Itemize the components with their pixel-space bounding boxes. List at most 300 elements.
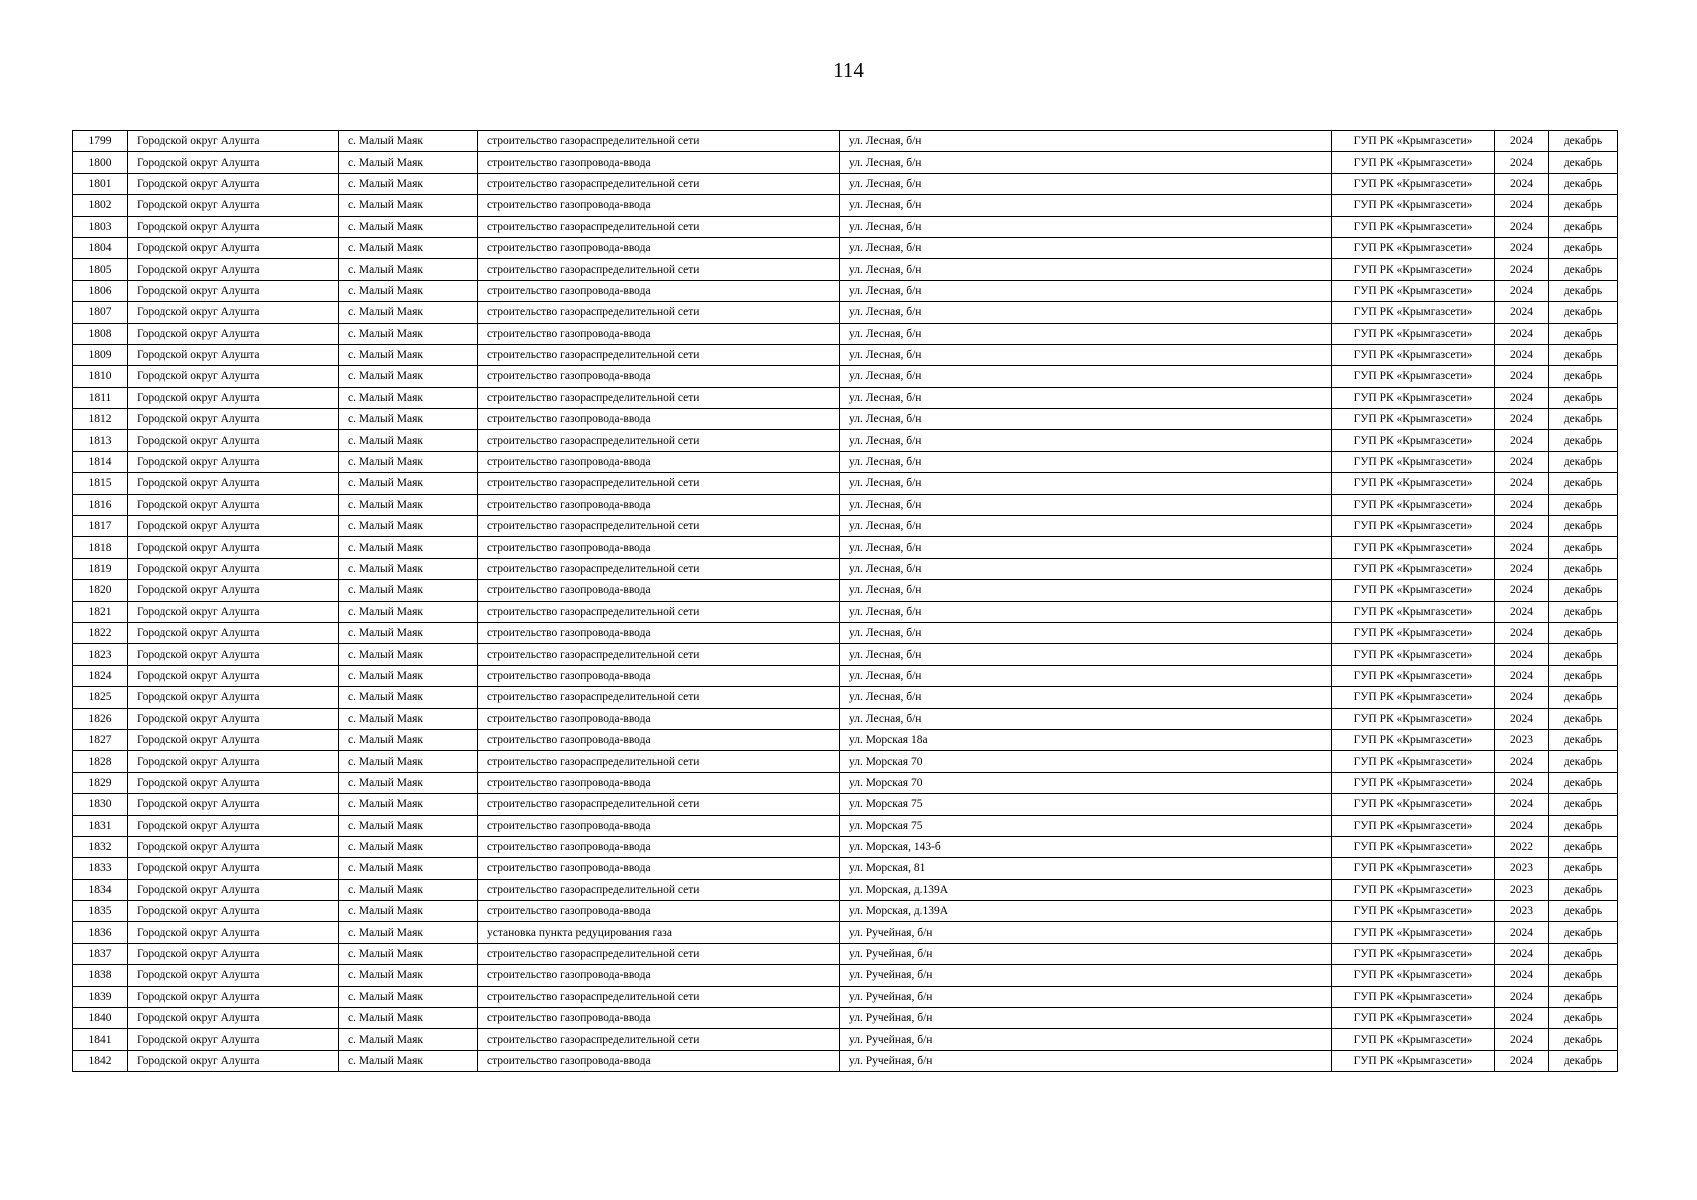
cell-month: декабрь: [1549, 986, 1618, 1007]
table-row: [73, 644, 1618, 665]
cell-address: ул. Лесная, б/н: [840, 580, 1332, 601]
cell-work-type: строительство газораспределительной сети: [478, 879, 840, 900]
table-row: [73, 858, 1618, 879]
cell-month: декабрь: [1549, 302, 1618, 323]
table-body: [73, 131, 1618, 1072]
cell-year: 2024: [1495, 366, 1549, 387]
cell-organization: ГУП РК «Крымгазсети»: [1332, 665, 1495, 686]
cell-work-type: строительство газопровода-ввода: [478, 858, 840, 879]
cell-month: декабрь: [1549, 772, 1618, 793]
cell-settlement: с. Малый Маяк: [339, 473, 478, 494]
cell-address: ул. Лесная, б/н: [840, 537, 1332, 558]
cell-settlement: с. Малый Маяк: [339, 302, 478, 323]
cell-row-number: 1841: [73, 1029, 128, 1050]
table-row: [73, 302, 1618, 323]
cell-month: декабрь: [1549, 622, 1618, 643]
cell-year: 2024: [1495, 1008, 1549, 1029]
cell-settlement: с. Малый Маяк: [339, 665, 478, 686]
cell-settlement: с. Малый Маяк: [339, 815, 478, 836]
cell-row-number: 1831: [73, 815, 128, 836]
cell-year: 2024: [1495, 216, 1549, 237]
cell-year: 2024: [1495, 516, 1549, 537]
cell-municipality: Городской округ Алушта: [128, 580, 339, 601]
cell-month: декабрь: [1549, 1050, 1618, 1071]
cell-row-number: 1801: [73, 173, 128, 194]
cell-month: декабрь: [1549, 794, 1618, 815]
page-number: 114: [833, 58, 864, 82]
cell-address: ул. Ручейная, б/н: [840, 1050, 1332, 1071]
table-row: [73, 131, 1618, 152]
cell-organization: ГУП РК «Крымгазсети»: [1332, 580, 1495, 601]
cell-work-type: строительство газораспределительной сети: [478, 344, 840, 365]
cell-municipality: Городской округ Алушта: [128, 751, 339, 772]
cell-row-number: 1806: [73, 280, 128, 301]
cell-address: ул. Лесная, б/н: [840, 665, 1332, 686]
cell-municipality: Городской округ Алушта: [128, 516, 339, 537]
cell-row-number: 1821: [73, 601, 128, 622]
cell-row-number: 1819: [73, 558, 128, 579]
cell-month: декабрь: [1549, 922, 1618, 943]
cell-organization: ГУП РК «Крымгазсети»: [1332, 152, 1495, 173]
cell-year: 2024: [1495, 772, 1549, 793]
cell-organization: ГУП РК «Крымгазсети»: [1332, 451, 1495, 472]
cell-address: ул. Лесная, б/н: [840, 687, 1332, 708]
cell-address: ул. Морская 70: [840, 751, 1332, 772]
cell-organization: ГУП РК «Крымгазсети»: [1332, 772, 1495, 793]
cell-year: 2024: [1495, 687, 1549, 708]
cell-month: декабрь: [1549, 708, 1618, 729]
cell-organization: ГУП РК «Крымгазсети»: [1332, 494, 1495, 515]
cell-address: ул. Ручейная, б/н: [840, 1008, 1332, 1029]
cell-municipality: Городской округ Алушта: [128, 558, 339, 579]
cell-address: ул. Лесная, б/н: [840, 601, 1332, 622]
cell-address: ул. Ручейная, б/н: [840, 1029, 1332, 1050]
cell-work-type: строительство газораспределительной сети: [478, 430, 840, 451]
cell-organization: ГУП РК «Крымгазсети»: [1332, 131, 1495, 152]
cell-municipality: Городской округ Алушта: [128, 173, 339, 194]
cell-municipality: Городской округ Алушта: [128, 152, 339, 173]
cell-municipality: Городской округ Алушта: [128, 237, 339, 258]
cell-settlement: с. Малый Маяк: [339, 794, 478, 815]
table-row: [73, 173, 1618, 194]
cell-organization: ГУП РК «Крымгазсети»: [1332, 173, 1495, 194]
cell-year: 2024: [1495, 751, 1549, 772]
table-row: [73, 580, 1618, 601]
cell-year: 2024: [1495, 1050, 1549, 1071]
cell-month: декабрь: [1549, 901, 1618, 922]
cell-organization: ГУП РК «Крымгазсети»: [1332, 836, 1495, 857]
cell-month: декабрь: [1549, 965, 1618, 986]
cell-settlement: с. Малый Маяк: [339, 387, 478, 408]
cell-work-type: строительство газораспределительной сети: [478, 387, 840, 408]
cell-work-type: строительство газопровода-ввода: [478, 1050, 840, 1071]
cell-year: 2024: [1495, 195, 1549, 216]
cell-settlement: с. Малый Маяк: [339, 1008, 478, 1029]
cell-municipality: Городской округ Алушта: [128, 451, 339, 472]
cell-row-number: 1822: [73, 622, 128, 643]
cell-row-number: 1818: [73, 537, 128, 558]
cell-address: ул. Лесная, б/н: [840, 451, 1332, 472]
table-row: [73, 516, 1618, 537]
cell-work-type: строительство газопровода-ввода: [478, 237, 840, 258]
table-row: [73, 537, 1618, 558]
cell-settlement: с. Малый Маяк: [339, 344, 478, 365]
cell-month: декабрь: [1549, 494, 1618, 515]
cell-address: ул. Лесная, б/н: [840, 302, 1332, 323]
cell-address: ул. Лесная, б/н: [840, 409, 1332, 430]
table-row: [73, 237, 1618, 258]
gas-works-table: [72, 130, 1618, 1072]
cell-year: 2024: [1495, 794, 1549, 815]
cell-row-number: 1815: [73, 473, 128, 494]
cell-year: 2024: [1495, 430, 1549, 451]
cell-month: декабрь: [1549, 195, 1618, 216]
cell-year: 2024: [1495, 622, 1549, 643]
table-row: [73, 922, 1618, 943]
cell-work-type: строительство газораспределительной сети: [478, 601, 840, 622]
cell-address: ул. Лесная, б/н: [840, 259, 1332, 280]
table-row: [73, 986, 1618, 1007]
cell-row-number: 1828: [73, 751, 128, 772]
cell-address: ул. Морская 75: [840, 815, 1332, 836]
cell-year: 2024: [1495, 1029, 1549, 1050]
cell-settlement: с. Малый Маяк: [339, 558, 478, 579]
cell-organization: ГУП РК «Крымгазсети»: [1332, 729, 1495, 750]
table-row: [73, 1008, 1618, 1029]
cell-month: декабрь: [1549, 665, 1618, 686]
cell-row-number: 1823: [73, 644, 128, 665]
cell-municipality: Городской округ Алушта: [128, 665, 339, 686]
table-row: [73, 494, 1618, 515]
cell-month: декабрь: [1549, 280, 1618, 301]
table-row: [73, 152, 1618, 173]
cell-settlement: с. Малый Маяк: [339, 537, 478, 558]
cell-row-number: 1808: [73, 323, 128, 344]
cell-year: 2024: [1495, 152, 1549, 173]
table-row: [73, 430, 1618, 451]
cell-work-type: строительство газопровода-ввода: [478, 152, 840, 173]
cell-settlement: с. Малый Маяк: [339, 836, 478, 857]
table-row: [73, 708, 1618, 729]
cell-organization: ГУП РК «Крымгазсети»: [1332, 986, 1495, 1007]
cell-work-type: строительство газопровода-ввода: [478, 622, 840, 643]
cell-municipality: Городской округ Алушта: [128, 708, 339, 729]
table-row: [73, 558, 1618, 579]
cell-municipality: Городской округ Алушта: [128, 387, 339, 408]
cell-year: 2024: [1495, 665, 1549, 686]
table-row: [73, 687, 1618, 708]
cell-month: декабрь: [1549, 430, 1618, 451]
cell-municipality: Городской округ Алушта: [128, 1029, 339, 1050]
cell-settlement: с. Малый Маяк: [339, 430, 478, 451]
cell-work-type: строительство газопровода-ввода: [478, 323, 840, 344]
cell-address: ул. Морская 70: [840, 772, 1332, 793]
cell-year: 2024: [1495, 601, 1549, 622]
cell-work-type: строительство газопровода-ввода: [478, 580, 840, 601]
cell-settlement: с. Малый Маяк: [339, 195, 478, 216]
cell-row-number: 1835: [73, 901, 128, 922]
cell-year: 2024: [1495, 259, 1549, 280]
cell-year: 2024: [1495, 173, 1549, 194]
cell-row-number: 1810: [73, 366, 128, 387]
cell-settlement: с. Малый Маяк: [339, 259, 478, 280]
cell-organization: ГУП РК «Крымгазсети»: [1332, 237, 1495, 258]
cell-organization: ГУП РК «Крымгазсети»: [1332, 323, 1495, 344]
cell-month: декабрь: [1549, 451, 1618, 472]
cell-work-type: строительство газопровода-ввода: [478, 195, 840, 216]
table-row: [73, 451, 1618, 472]
cell-organization: ГУП РК «Крымгазсети»: [1332, 430, 1495, 451]
cell-settlement: с. Малый Маяк: [339, 943, 478, 964]
cell-row-number: 1799: [73, 131, 128, 152]
cell-organization: ГУП РК «Крымгазсети»: [1332, 794, 1495, 815]
cell-organization: ГУП РК «Крымгазсети»: [1332, 558, 1495, 579]
cell-year: 2024: [1495, 644, 1549, 665]
cell-month: декабрь: [1549, 237, 1618, 258]
cell-work-type: строительство газораспределительной сети: [478, 986, 840, 1007]
cell-year: 2024: [1495, 387, 1549, 408]
cell-municipality: Городской округ Алушта: [128, 302, 339, 323]
cell-organization: ГУП РК «Крымгазсети»: [1332, 901, 1495, 922]
table-row: [73, 879, 1618, 900]
cell-month: декабрь: [1549, 601, 1618, 622]
cell-settlement: с. Малый Маяк: [339, 516, 478, 537]
cell-work-type: строительство газораспределительной сети: [478, 173, 840, 194]
table-row: [73, 1050, 1618, 1071]
cell-row-number: 1816: [73, 494, 128, 515]
cell-year: 2023: [1495, 879, 1549, 900]
cell-month: декабрь: [1549, 558, 1618, 579]
cell-organization: ГУП РК «Крымгазсети»: [1332, 387, 1495, 408]
table-row: [73, 601, 1618, 622]
cell-month: декабрь: [1549, 409, 1618, 430]
cell-month: декабрь: [1549, 173, 1618, 194]
cell-row-number: 1811: [73, 387, 128, 408]
cell-work-type: строительство газораспределительной сети: [478, 794, 840, 815]
cell-municipality: Городской округ Алушта: [128, 965, 339, 986]
cell-settlement: с. Малый Маяк: [339, 751, 478, 772]
table-row: [73, 259, 1618, 280]
cell-municipality: Городской округ Алушта: [128, 601, 339, 622]
cell-settlement: с. Малый Маяк: [339, 152, 478, 173]
cell-municipality: Городской округ Алушта: [128, 943, 339, 964]
cell-municipality: Городской округ Алушта: [128, 216, 339, 237]
cell-settlement: с. Малый Маяк: [339, 580, 478, 601]
cell-month: декабрь: [1549, 729, 1618, 750]
cell-work-type: строительство газораспределительной сети: [478, 751, 840, 772]
cell-month: декабрь: [1549, 516, 1618, 537]
cell-municipality: Городской округ Алушта: [128, 366, 339, 387]
cell-work-type: установка пункта редуцирования газа: [478, 922, 840, 943]
cell-month: декабрь: [1549, 815, 1618, 836]
cell-settlement: с. Малый Маяк: [339, 922, 478, 943]
cell-municipality: Городской округ Алушта: [128, 409, 339, 430]
cell-organization: ГУП РК «Крымгазсети»: [1332, 965, 1495, 986]
cell-month: декабрь: [1549, 259, 1618, 280]
cell-month: декабрь: [1549, 152, 1618, 173]
cell-address: ул. Морская 18а: [840, 729, 1332, 750]
cell-month: декабрь: [1549, 1008, 1618, 1029]
cell-work-type: строительство газораспределительной сети: [478, 687, 840, 708]
cell-municipality: Городской округ Алушта: [128, 858, 339, 879]
cell-address: ул. Лесная, б/н: [840, 280, 1332, 301]
cell-municipality: Городской округ Алушта: [128, 836, 339, 857]
cell-municipality: Городской округ Алушта: [128, 1008, 339, 1029]
cell-settlement: с. Малый Маяк: [339, 601, 478, 622]
cell-organization: ГУП РК «Крымгазсети»: [1332, 687, 1495, 708]
cell-organization: ГУП РК «Крымгазсети»: [1332, 708, 1495, 729]
cell-year: 2024: [1495, 280, 1549, 301]
table-row: [73, 965, 1618, 986]
cell-settlement: с. Малый Маяк: [339, 687, 478, 708]
cell-municipality: Городской округ Алушта: [128, 259, 339, 280]
table-row: [73, 1029, 1618, 1050]
cell-address: ул. Лесная, б/н: [840, 473, 1332, 494]
cell-month: декабрь: [1549, 879, 1618, 900]
cell-month: декабрь: [1549, 216, 1618, 237]
cell-work-type: строительство газораспределительной сети: [478, 302, 840, 323]
table-row: [73, 473, 1618, 494]
table-row: [73, 387, 1618, 408]
table-row: [73, 665, 1618, 686]
cell-address: ул. Лесная, б/н: [840, 152, 1332, 173]
cell-settlement: с. Малый Маяк: [339, 451, 478, 472]
cell-row-number: 1833: [73, 858, 128, 879]
cell-row-number: 1842: [73, 1050, 128, 1071]
cell-address: ул. Морская 75: [840, 794, 1332, 815]
cell-organization: ГУП РК «Крымгазсети»: [1332, 815, 1495, 836]
cell-row-number: 1827: [73, 729, 128, 750]
cell-settlement: с. Малый Маяк: [339, 494, 478, 515]
cell-row-number: 1836: [73, 922, 128, 943]
cell-row-number: 1820: [73, 580, 128, 601]
cell-address: ул. Лесная, б/н: [840, 494, 1332, 515]
cell-work-type: строительство газораспределительной сети: [478, 644, 840, 665]
table-row: [73, 943, 1618, 964]
cell-work-type: строительство газопровода-ввода: [478, 665, 840, 686]
cell-month: декабрь: [1549, 366, 1618, 387]
cell-row-number: 1840: [73, 1008, 128, 1029]
cell-settlement: с. Малый Маяк: [339, 409, 478, 430]
cell-month: декабрь: [1549, 131, 1618, 152]
cell-organization: ГУП РК «Крымгазсети»: [1332, 280, 1495, 301]
cell-row-number: 1830: [73, 794, 128, 815]
cell-organization: ГУП РК «Крымгазсети»: [1332, 601, 1495, 622]
cell-address: ул. Морская, 81: [840, 858, 1332, 879]
cell-row-number: 1837: [73, 943, 128, 964]
cell-settlement: с. Малый Маяк: [339, 772, 478, 793]
cell-year: 2024: [1495, 922, 1549, 943]
cell-year: 2024: [1495, 323, 1549, 344]
cell-organization: ГУП РК «Крымгазсети»: [1332, 922, 1495, 943]
cell-organization: ГУП РК «Крымгазсети»: [1332, 858, 1495, 879]
cell-municipality: Городской округ Алушта: [128, 986, 339, 1007]
cell-organization: ГУП РК «Крымгазсети»: [1332, 537, 1495, 558]
table-row: [73, 751, 1618, 772]
cell-row-number: 1832: [73, 836, 128, 857]
cell-row-number: 1824: [73, 665, 128, 686]
table-row: [73, 622, 1618, 643]
cell-year: 2024: [1495, 708, 1549, 729]
cell-address: ул. Лесная, б/н: [840, 516, 1332, 537]
cell-settlement: с. Малый Маяк: [339, 280, 478, 301]
cell-address: ул. Морская, д.139А: [840, 901, 1332, 922]
cell-month: декабрь: [1549, 836, 1618, 857]
cell-settlement: с. Малый Маяк: [339, 622, 478, 643]
cell-month: декабрь: [1549, 687, 1618, 708]
cell-month: декабрь: [1549, 473, 1618, 494]
cell-address: ул. Лесная, б/н: [840, 430, 1332, 451]
cell-municipality: Городской округ Алушта: [128, 323, 339, 344]
cell-municipality: Городской округ Алушта: [128, 430, 339, 451]
cell-row-number: 1839: [73, 986, 128, 1007]
cell-municipality: Городской округ Алушта: [128, 879, 339, 900]
table-row: [73, 195, 1618, 216]
cell-municipality: Городской округ Алушта: [128, 687, 339, 708]
cell-address: ул. Морская, 143-б: [840, 836, 1332, 857]
cell-organization: ГУП РК «Крымгазсети»: [1332, 409, 1495, 430]
cell-municipality: Городской округ Алушта: [128, 537, 339, 558]
cell-address: ул. Лесная, б/н: [840, 323, 1332, 344]
cell-year: 2024: [1495, 451, 1549, 472]
cell-municipality: Городской округ Алушта: [128, 344, 339, 365]
cell-settlement: с. Малый Маяк: [339, 131, 478, 152]
cell-municipality: Городской округ Алушта: [128, 473, 339, 494]
cell-address: ул. Лесная, б/н: [840, 558, 1332, 579]
cell-year: 2024: [1495, 494, 1549, 515]
cell-address: ул. Лесная, б/н: [840, 366, 1332, 387]
cell-address: ул. Морская, д.139А: [840, 879, 1332, 900]
table-row: [73, 216, 1618, 237]
cell-organization: ГУП РК «Крымгазсети»: [1332, 622, 1495, 643]
cell-settlement: с. Малый Маяк: [339, 237, 478, 258]
cell-municipality: Городской округ Алушта: [128, 644, 339, 665]
cell-row-number: 1817: [73, 516, 128, 537]
cell-address: ул. Лесная, б/н: [840, 237, 1332, 258]
cell-year: 2024: [1495, 558, 1549, 579]
cell-address: ул. Лесная, б/н: [840, 216, 1332, 237]
cell-work-type: строительство газораспределительной сети: [478, 216, 840, 237]
cell-work-type: строительство газопровода-ввода: [478, 409, 840, 430]
cell-row-number: 1804: [73, 237, 128, 258]
cell-settlement: с. Малый Маяк: [339, 729, 478, 750]
cell-year: 2023: [1495, 901, 1549, 922]
cell-work-type: строительство газопровода-ввода: [478, 729, 840, 750]
cell-year: 2024: [1495, 344, 1549, 365]
cell-settlement: с. Малый Маяк: [339, 901, 478, 922]
cell-year: 2023: [1495, 858, 1549, 879]
cell-address: ул. Лесная, б/н: [840, 644, 1332, 665]
cell-row-number: 1814: [73, 451, 128, 472]
cell-address: ул. Лесная, б/н: [840, 195, 1332, 216]
cell-work-type: строительство газопровода-ввода: [478, 366, 840, 387]
cell-address: ул. Ручейная, б/н: [840, 965, 1332, 986]
cell-address: ул. Ручейная, б/н: [840, 943, 1332, 964]
cell-organization: ГУП РК «Крымгазсети»: [1332, 216, 1495, 237]
cell-year: 2024: [1495, 409, 1549, 430]
cell-row-number: 1826: [73, 708, 128, 729]
cell-work-type: строительство газораспределительной сети: [478, 131, 840, 152]
cell-organization: ГУП РК «Крымгазсети»: [1332, 879, 1495, 900]
cell-year: 2024: [1495, 986, 1549, 1007]
cell-row-number: 1813: [73, 430, 128, 451]
cell-organization: ГУП РК «Крымгазсети»: [1332, 259, 1495, 280]
cell-row-number: 1838: [73, 965, 128, 986]
cell-organization: ГУП РК «Крымгазсети»: [1332, 943, 1495, 964]
cell-organization: ГУП РК «Крымгазсети»: [1332, 1050, 1495, 1071]
cell-address: ул. Лесная, б/н: [840, 387, 1332, 408]
cell-municipality: Городской округ Алушта: [128, 815, 339, 836]
